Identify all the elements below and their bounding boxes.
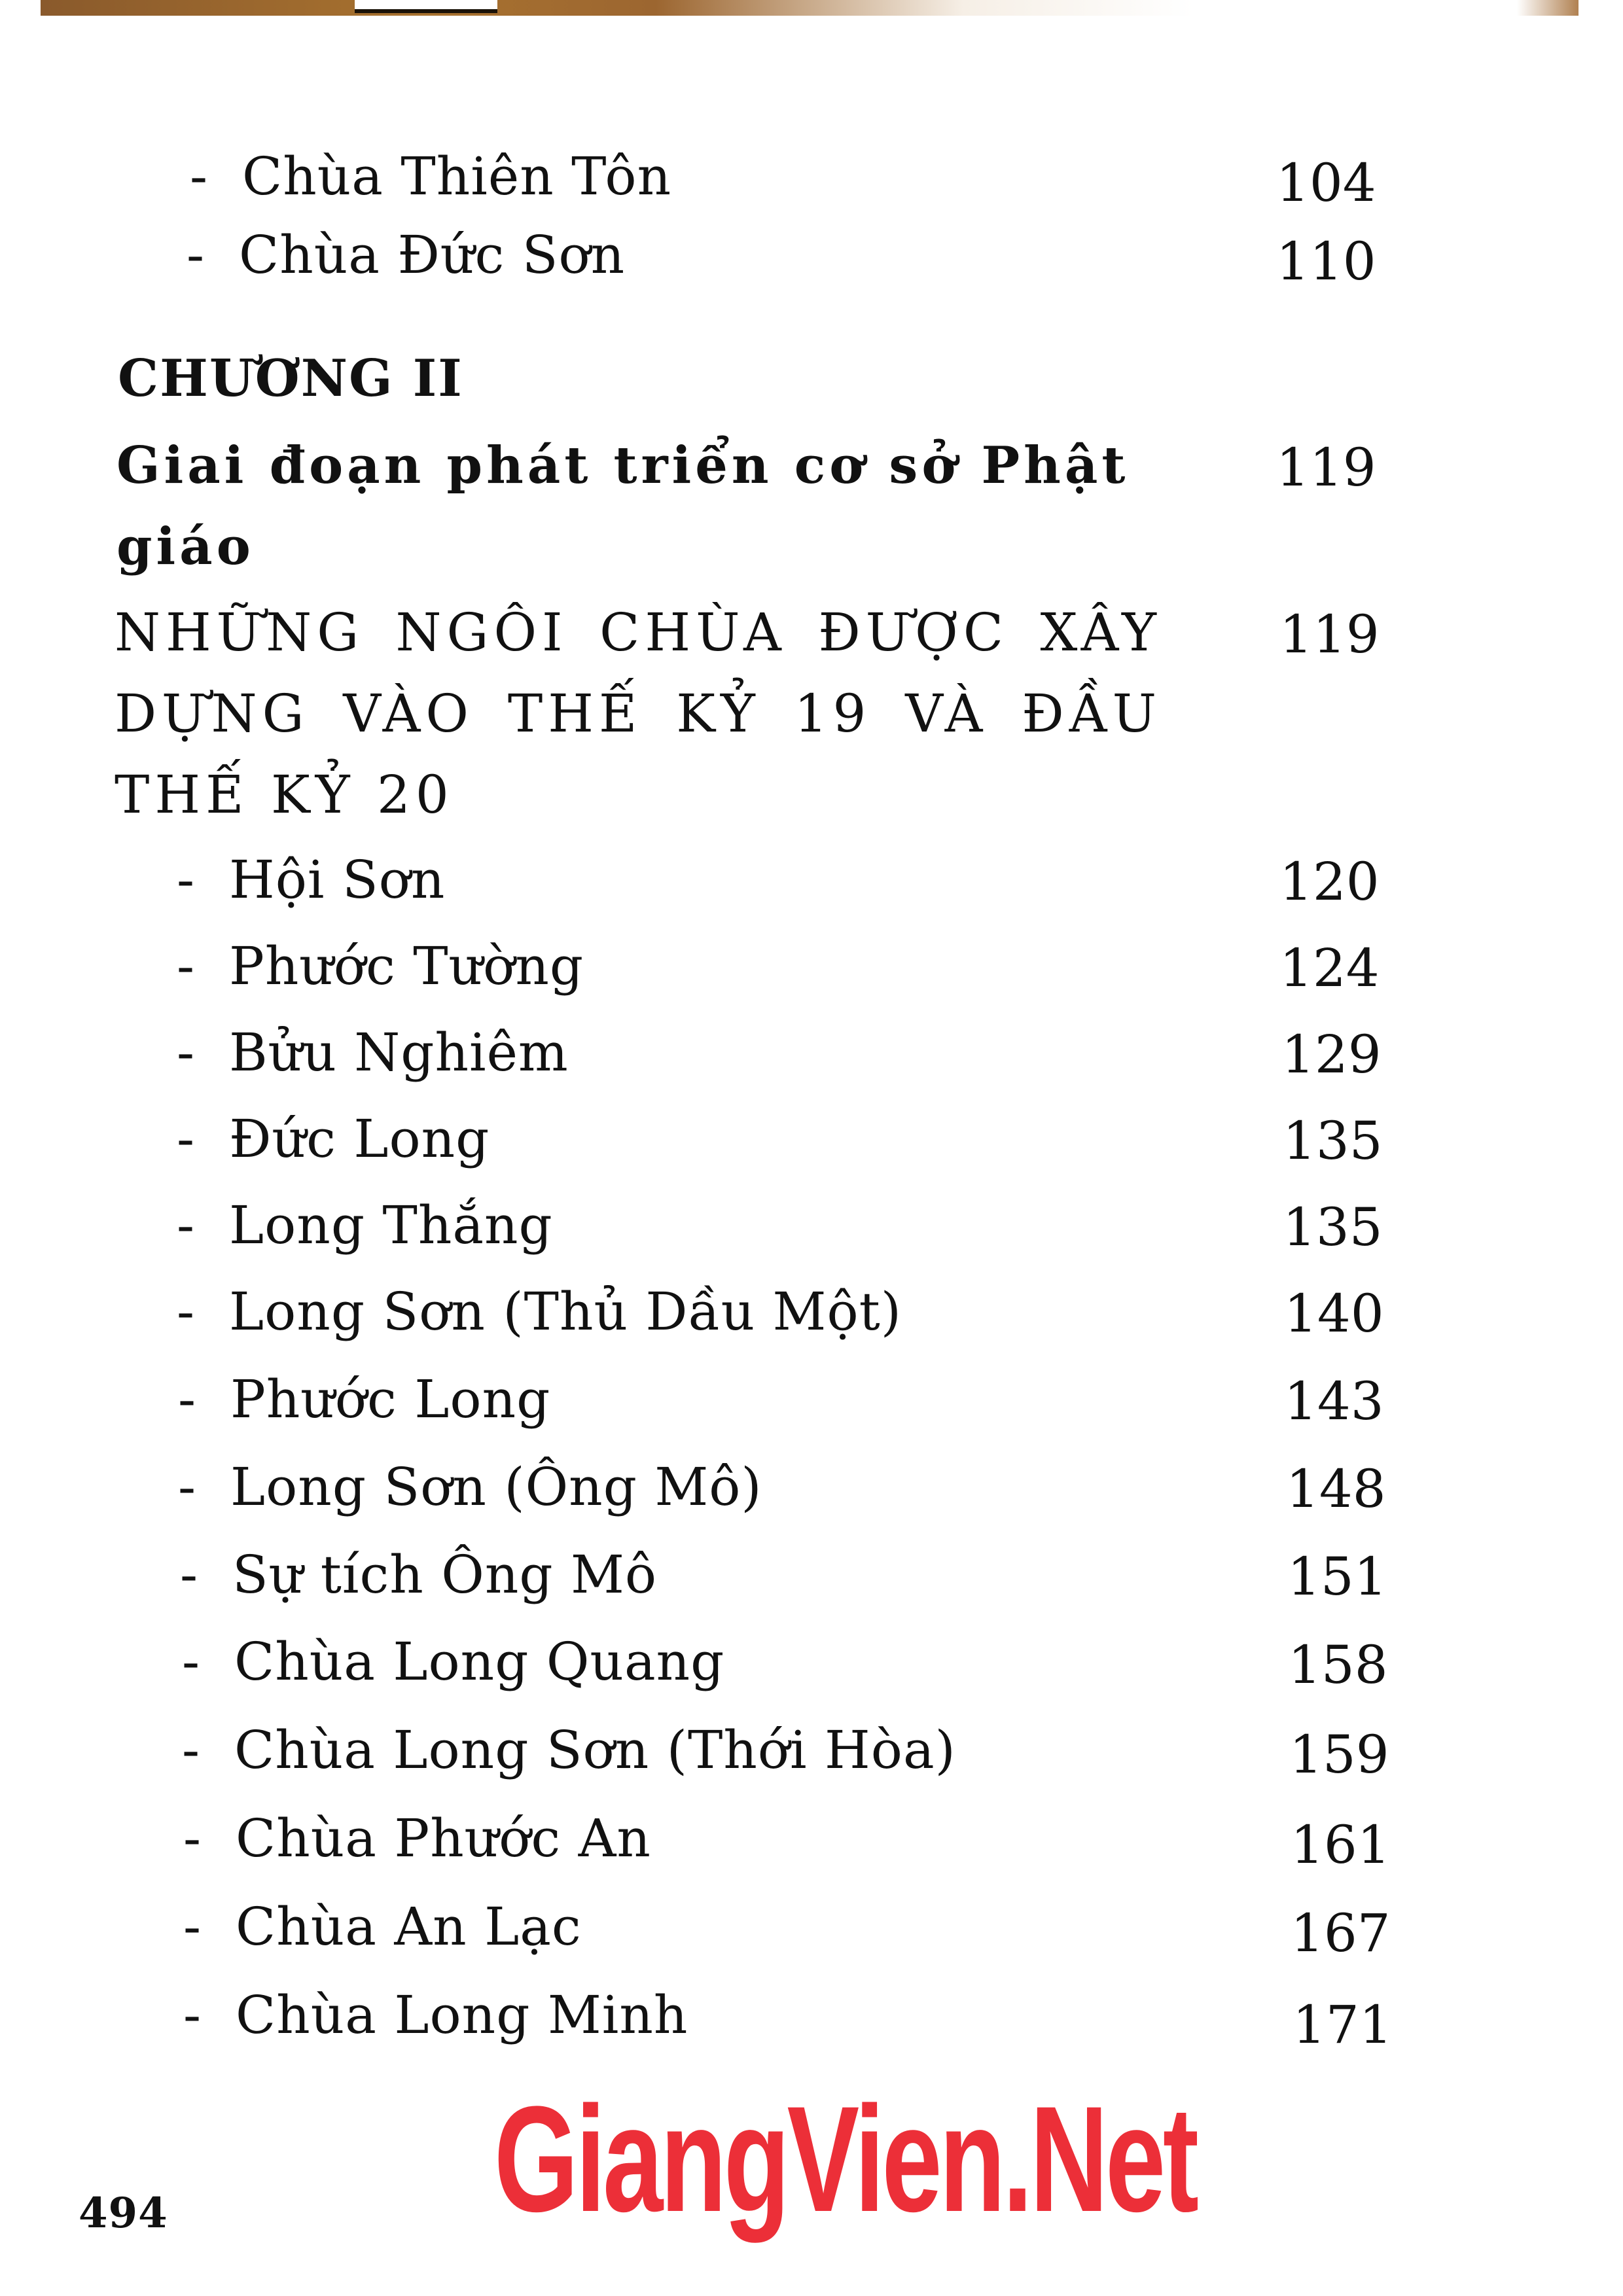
toc-dash: - <box>177 936 196 997</box>
toc-dash: - <box>183 1896 202 1957</box>
toc-entry <box>183 1808 651 1869</box>
section-title-page: 119 <box>1279 604 1380 665</box>
toc-entry-title: Chùa Thiên Tôn <box>242 146 672 207</box>
toc-dash: - <box>183 1808 202 1869</box>
toc-entry-title: Long Sơn (Ông Mô) <box>230 1457 762 1517</box>
toc-entry <box>177 1108 490 1169</box>
toc-entry-page: 124 <box>1279 938 1380 998</box>
toc-entry <box>177 1195 553 1256</box>
toc-dash: - <box>182 1631 201 1692</box>
toc-entry-title: Sự tích Ông Mô <box>232 1544 658 1605</box>
toc-dash: - <box>177 1281 196 1342</box>
toc-entry-title: Long Thắng <box>229 1195 553 1256</box>
toc-entry-page: 143 <box>1284 1371 1384 1432</box>
toc-entry <box>183 1896 582 1957</box>
toc-dash: - <box>178 1369 197 1430</box>
toc-entry <box>178 1457 762 1517</box>
toc-dash: - <box>178 1457 197 1517</box>
toc-entry-page: 161 <box>1291 1814 1391 1875</box>
toc-entry <box>177 1022 569 1083</box>
toc-dash: - <box>180 1544 199 1605</box>
toc-dash: - <box>183 1985 202 2045</box>
toc-entry <box>178 1369 551 1430</box>
toc-entry-page: 140 <box>1284 1283 1384 1344</box>
toc-entry-title: Hội Sơn <box>229 849 446 910</box>
toc-entry-title: Chùa Long Minh <box>236 1985 688 2045</box>
toc-entry-title: Đức Long <box>229 1108 490 1169</box>
scan-top-edge <box>41 0 1578 16</box>
toc-entry-title: Chùa Đức Sơn <box>239 224 626 285</box>
toc-dash: - <box>182 1720 201 1780</box>
toc-entry-title: Chùa Long Quang <box>234 1631 725 1692</box>
toc-entry-title: Chùa An Lạc <box>236 1896 582 1957</box>
toc-entry-page: 129 <box>1281 1024 1382 1085</box>
toc-entry-page: 151 <box>1287 1546 1387 1607</box>
chapter-title: Giai đoạn phát triển cơ sở Phật giáo <box>116 436 1130 576</box>
toc-dash: - <box>177 1195 196 1256</box>
toc-entry-page: 120 <box>1279 851 1380 912</box>
toc-entry-page: 104 <box>1276 152 1376 213</box>
toc-entry-page: 159 <box>1289 1724 1389 1785</box>
toc-entry-page: 148 <box>1286 1458 1386 1519</box>
toc-dash: - <box>187 224 205 285</box>
toc-entry-page: 135 <box>1283 1197 1383 1258</box>
toc-dash: - <box>190 146 209 207</box>
toc-entry-title: Chùa Phước An <box>236 1808 651 1869</box>
toc-entry-page: 158 <box>1288 1634 1388 1695</box>
toc-entry <box>177 936 584 997</box>
toc-entry-title: Phước Tường <box>229 936 584 997</box>
toc-entry <box>180 1544 658 1605</box>
toc-entry-title: Long Sơn (Thủ Dầu Một) <box>229 1281 902 1342</box>
toc-dash: - <box>177 1108 196 1169</box>
chapter-label: CHƯƠNG II <box>118 349 463 408</box>
toc-entry-page: 110 <box>1276 231 1376 292</box>
watermark-logo: GiangVien.Net <box>494 2075 1196 2243</box>
toc-entry <box>183 1985 688 2045</box>
toc-entry <box>177 849 446 910</box>
chapter-title-page: 119 <box>1276 437 1376 498</box>
toc-entry <box>187 224 626 285</box>
toc-dash: - <box>177 849 196 910</box>
section-title: NHỮNG NGÔI CHÙA ĐƯỢC XÂY DỰNG VÀO THẾ KỶ 19 VÀ ĐẦU THẾ KỶ 20 <box>115 602 1162 825</box>
toc-entry-title: Bửu Nghiêm <box>229 1022 569 1083</box>
toc-entry-page: 167 <box>1291 1903 1391 1964</box>
toc-entry <box>190 146 672 207</box>
scan-edge-notch <box>355 0 497 13</box>
page-number: 494 <box>79 2189 168 2238</box>
toc-entry <box>182 1720 956 1780</box>
toc-entry-title: Phước Long <box>230 1369 551 1430</box>
toc-entry <box>177 1281 902 1342</box>
toc-entry-page: 171 <box>1293 1994 1393 2055</box>
toc-entry-title: Chùa Long Sơn (Thới Hòa) <box>234 1720 956 1780</box>
toc-dash: - <box>177 1022 196 1083</box>
toc-entry <box>182 1631 725 1692</box>
toc-entry-page: 135 <box>1283 1110 1383 1171</box>
